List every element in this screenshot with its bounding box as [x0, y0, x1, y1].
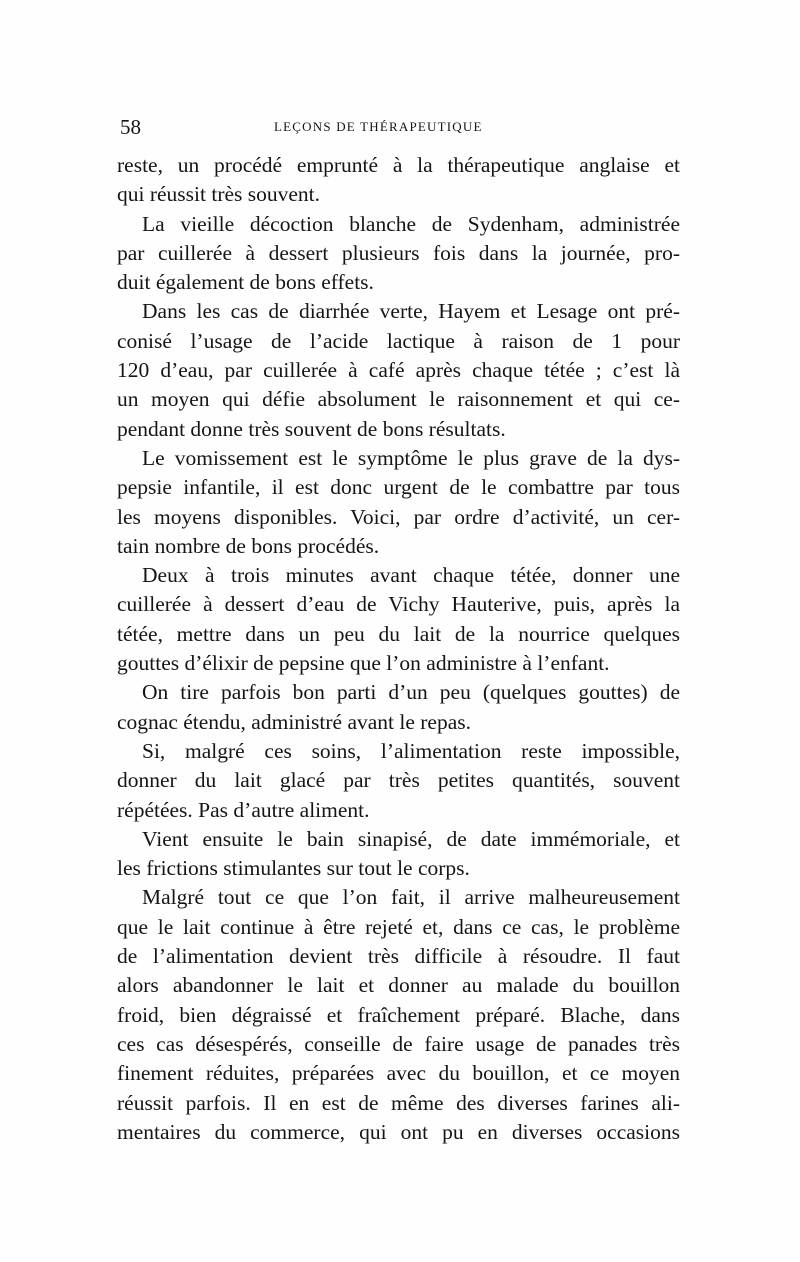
text-line: qui réussit très souvent. — [117, 182, 321, 207]
text-line: 120 d’eau, par cuillerée à café après chaque tétée ; c’est là — [117, 358, 680, 383]
text-line: que le lait continue à être rejeté et, dans ce cas, le problème — [117, 914, 680, 939]
text-line: Si, malgré ces soins, l’alimentation reste impossible, — [142, 738, 680, 763]
text-line: On tire parfois bon parti d’un peu (quelques gouttes) de — [142, 680, 680, 705]
text-line: Deux à trois minutes avant chaque tétée, donner une — [142, 563, 680, 588]
running-head — [120, 114, 680, 140]
text-line: pepsie infantile, il est donc urgent de le combattre par tous — [117, 475, 680, 500]
text-line: les frictions stimulantes sur tout le corps. — [117, 856, 470, 881]
text-line: Vient ensuite le bain sinapisé, de date immémoriale, et — [142, 826, 680, 851]
text-line: cuillerée à dessert d’eau de Vichy Hauterive, puis, après la — [117, 592, 680, 617]
text-line: mentaires du commerce, qui ont pu en diverses occasions — [117, 1119, 680, 1144]
text-line: tétée, mettre dans un peu du lait de la nourrice quelques — [117, 621, 680, 646]
text-line: pendant donne très souvent de bons résultats. — [117, 416, 506, 441]
text-line: conisé l’usage de l’acide lactique à raison de 1 pour — [117, 328, 680, 353]
page-number: 58 — [120, 115, 141, 139]
text-line: répétées. Pas d’autre aliment. — [117, 797, 370, 822]
text-line: cognac étendu, administré avant le repas. — [117, 709, 472, 734]
text-line: finement réduites, préparées avec du bouillon, et ce moyen — [117, 1061, 680, 1086]
text-line: La vieille décoction blanche de Sydenham, administrée — [142, 211, 680, 236]
text-line: ces cas désespérés, conseille de faire usage de panades très — [117, 1031, 680, 1056]
text-line: de l’alimentation devient très difficile à résoudre. Il faut — [117, 944, 680, 969]
running-title: LEÇONS DE THÉRAPEUTIQUE — [274, 119, 483, 134]
text-line: réussit parfois. Il en est de même des diverses farines ali- — [117, 1090, 680, 1115]
text-line: alors abandonner le lait et donner au malade du bouillon — [117, 973, 680, 998]
text-line: froid, bien dégraissé et fraîchement préparé. Blache, dans — [117, 1002, 680, 1027]
text-line: par cuillerée à dessert plusieurs fois dans la journée, pro- — [117, 240, 680, 265]
text-line: reste, un procédé emprunté à la thérapeutique anglaise et — [117, 153, 680, 177]
text-line: Malgré tout ce que l’on fait, il arrive malheureusement — [142, 885, 680, 910]
text-line: tain nombre de bons procédés. — [117, 533, 380, 558]
text-line: les moyens disponibles. Voici, par ordre d’activité, un cer- — [117, 504, 680, 529]
text-line: un moyen qui défie absolument le raisonnement et qui ce- — [117, 387, 680, 412]
text-line: Le vomissement est le symptôme le plus grave de la dys- — [142, 445, 680, 470]
text-line: donner du lait glacé par très petites quantités, souvent — [117, 768, 680, 793]
text-line: duit également de bons effets. — [117, 270, 374, 295]
text-line: Dans les cas de diarrhée verte, Hayem et Lesage ont pré- — [142, 299, 680, 324]
text-line: gouttes d’élixir de pepsine que l’on administre à l’enfant. — [117, 651, 610, 676]
body-text — [117, 151, 680, 1147]
